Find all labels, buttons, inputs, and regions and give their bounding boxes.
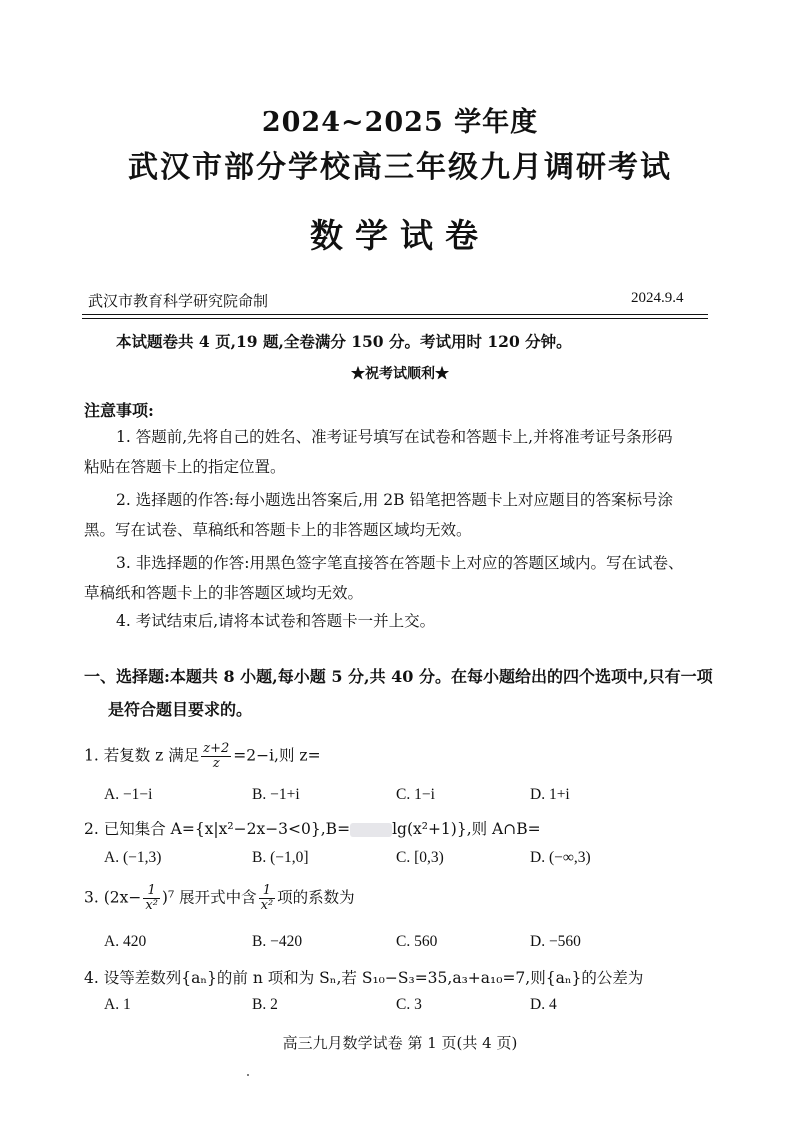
scan-smudge xyxy=(350,823,392,837)
notice-item-1: 1. 答题前,先将自己的姓名、准考证号填写在试卷和答题卡上,并将准考证号条形码 xyxy=(116,428,673,446)
question-1-stem xyxy=(84,742,321,771)
notice-item-2-cont: 黑。写在试卷、草稿纸和答题卡上的非答题区域均无效。 xyxy=(84,521,472,539)
q3-fraction-1 xyxy=(143,884,160,913)
q3-stem-mid: )⁷ 展开式中含 xyxy=(161,888,257,907)
q1-option-c: C. 1−i xyxy=(396,786,435,803)
section-heading-cont: 是符合题目要求的。 xyxy=(108,700,253,719)
q3-option-c: C. 560 xyxy=(396,933,438,950)
q1-option-b: B. −1+i xyxy=(252,786,300,803)
notice-item-1-cont: 粘贴在答题卡上的指定位置。 xyxy=(84,458,286,476)
notice-title: 注意事项: xyxy=(84,401,154,420)
q4-option-c: C. 3 xyxy=(396,996,422,1013)
q2-option-a: A. (−1,3) xyxy=(104,849,162,866)
q4-option-b: B. 2 xyxy=(252,996,278,1013)
exam-summary: 本试题卷共 4 页,19 题,全卷满分 150 分。考试用时 120 分钟。 xyxy=(116,332,572,351)
q2-option-d: D. (−∞,3) xyxy=(530,849,591,866)
q1-option-a: A. −1−i xyxy=(104,786,153,803)
notice-item-3: 3. 非选择题的作答:用黑色签字笔直接答在答题卡上对应的答题区域内。写在试卷、 xyxy=(116,554,684,572)
q3-frac1-den: x² xyxy=(145,898,158,913)
q3-stem-post: 项的系数为 xyxy=(277,888,355,907)
section-heading: 一、选择题:本题共 8 小题,每小题 5 分,共 40 分。在每小题给出的四个选项中,只有一项 xyxy=(84,667,713,686)
q3-stem-pre: 3. (2x− xyxy=(84,888,142,907)
q4-option-d: D. 4 xyxy=(530,996,557,1013)
q2-option-b: B. (−1,0] xyxy=(252,849,309,866)
q1-option-d: D. 1+i xyxy=(530,786,570,803)
q3-frac1-num: 1 xyxy=(143,884,160,899)
q4-option-a: A. 1 xyxy=(104,996,131,1013)
q2-stem-pre: 2. 已知集合 A={x|x²−2x−3<0},B= xyxy=(84,820,351,838)
q2-stem-post: lg(x²+1)},则 A∩B= xyxy=(392,820,541,838)
notice-item-4: 4. 考试结束后,请将本试卷和答题卡一并上交。 xyxy=(116,612,436,630)
q3-option-b: B. −420 xyxy=(252,933,303,950)
header-rule-secondary xyxy=(82,318,708,319)
exam-title: 武汉市部分学校高三年级九月调研考试 xyxy=(128,150,672,185)
q1-frac-num: z+2 xyxy=(203,741,230,756)
q2-option-c: C. [0,3) xyxy=(396,849,444,866)
q3-option-d: D. −560 xyxy=(530,933,581,950)
subject-title: 数学试卷 xyxy=(310,216,490,255)
question-4-stem: 4. 设等差数列{aₙ}的前 n 项和为 Sₙ,若 S₁₀−S₃=35,a₃+a₁₀=7,则{aₙ}的公差为 xyxy=(84,969,644,987)
q1-stem-pre: 1. 若复数 z 满足 xyxy=(84,746,200,765)
exam-date: 2024.9.4 xyxy=(631,290,684,306)
q3-option-a: A. 420 xyxy=(104,933,147,950)
year-title: 2024~2025 学年度 xyxy=(261,107,539,138)
header-rule xyxy=(82,314,708,315)
good-luck-banner: ★祝考试顺利★ xyxy=(351,366,449,382)
q3-fraction-2 xyxy=(259,884,276,913)
scan-speck xyxy=(247,1074,249,1076)
q3-frac2-num: 1 xyxy=(259,884,276,899)
q3-frac2-den: x² xyxy=(260,898,274,913)
question-3-stem xyxy=(84,884,355,913)
q1-frac-den: z xyxy=(212,756,220,771)
q1-fraction xyxy=(201,742,231,771)
q1-stem-post: =2−i,则 z= xyxy=(233,746,321,765)
notice-item-3-cont: 草稿纸和答题卡上的非答题区域均无效。 xyxy=(84,584,364,602)
page-footer: 高三九月数学试卷 第 1 页(共 4 页) xyxy=(282,1034,518,1052)
question-2-stem xyxy=(84,817,541,839)
issuer-label: 武汉市教育科学研究院命制 xyxy=(88,292,269,310)
notice-item-2: 2. 选择题的作答:每小题选出答案后,用 2B 铅笔把答题卡上对应题目的答案标号涂 xyxy=(116,491,673,509)
